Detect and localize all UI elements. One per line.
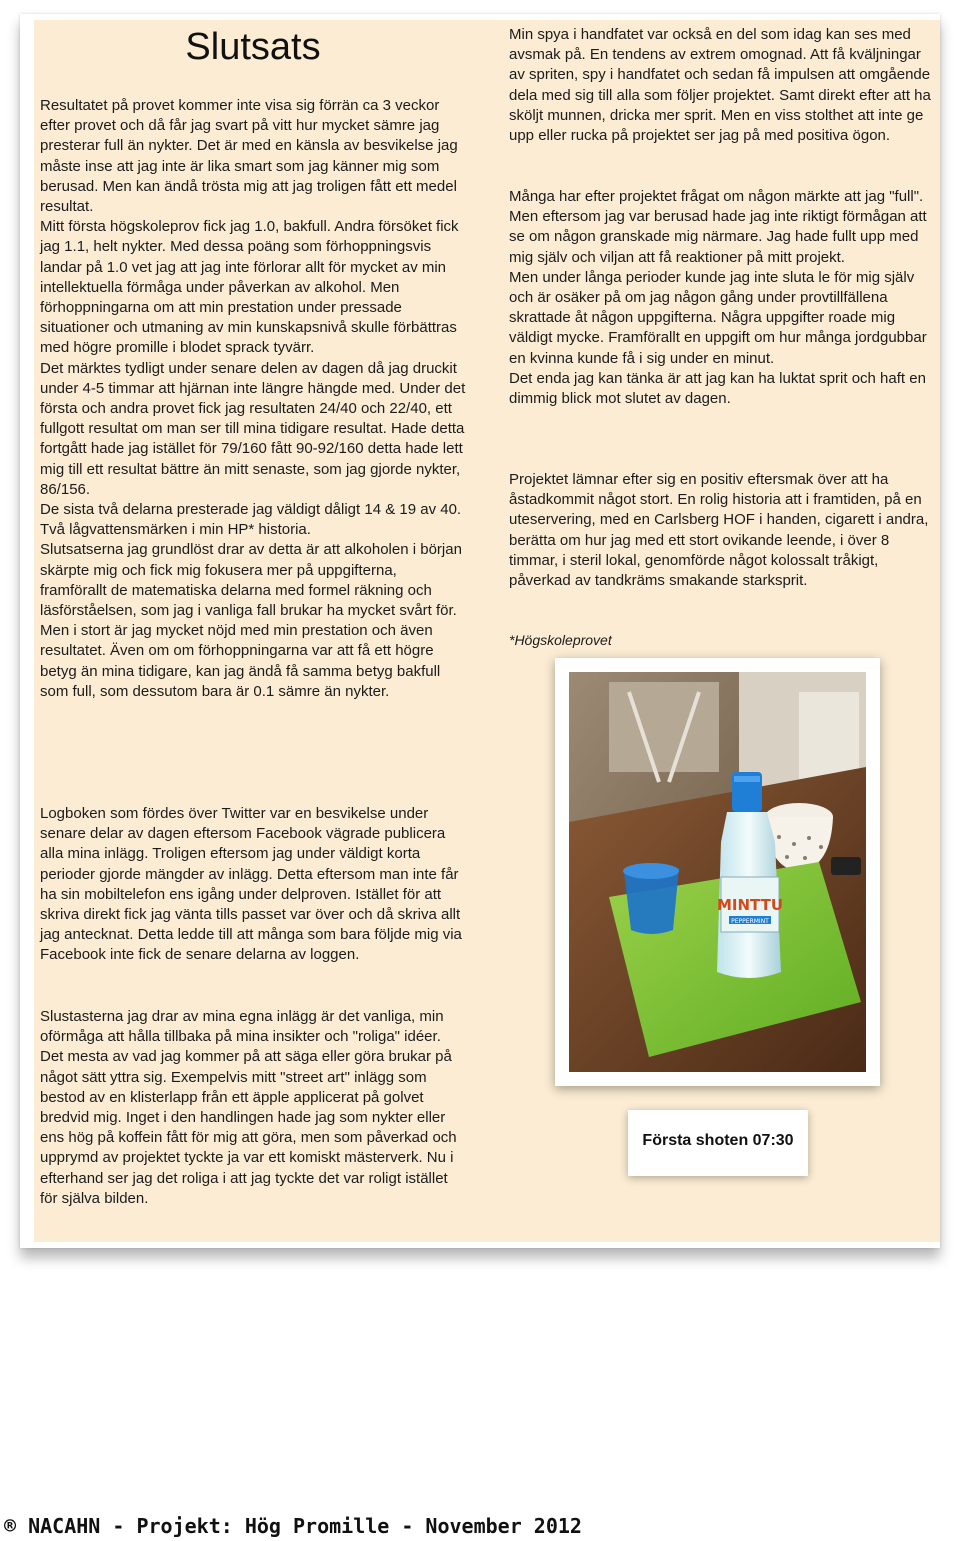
- paragraph: Projektet lämnar efter sig en positiv eftersmak över att ha åstadkommit något stort. En rolig historia att i framtiden, på en uteservering, med en Carlsberg HOF i handen, cigarett i andra, berätta om hur jag med ett stort ovikande leende, i över 8 timmar, i steril lokal, genomförde något kolossalt tråkigt, påverkad av tandkräms smakande starksprit.: [509, 471, 929, 590]
- photo-vodka-bottle-on-tray: [569, 672, 866, 1072]
- caption-card: [628, 1110, 808, 1176]
- page-title: Slutsats: [185, 26, 321, 68]
- left-text-block-1: [40, 96, 466, 702]
- right-text-block-3: [509, 470, 937, 591]
- page-footer: ® NACAHN - Projekt: Hög Promille - November 2012: [4, 1514, 582, 1538]
- photo-caption: Första shoten 07:30: [642, 1132, 794, 1149]
- right-text-block-1: [509, 25, 937, 146]
- paragraph: Resultatet på provet kommer inte visa sig förrän ca 3 veckor efter provet och då får jag svart på vitt hur mycket sämre jag presterar full än nykter. Det är med en känsla av besvikelse jag måste inse att jag inte är lika smart som jag känner mig som berusad. Men kan ändå trösta mig att jag troligen fått ett medel resultat.: [40, 97, 458, 216]
- bottle-sublabel: PEPPERMINT: [731, 918, 769, 925]
- paragraph: Men i stort är jag mycket nöjd med min prestation och även resultatet. Även om om förhoppningarna var att få ett högre betyg än mina tidigare, kan jag ändå få samma betyg bakfull som full, som dessutom bara är 0.1 sämre än nykter.: [40, 622, 441, 700]
- left-text-block-3: [40, 1007, 466, 1209]
- paragraph: Många har efter projektet frågat om någon märkte att jag "full". Men eftersom jag var berusad hade jag inte riktigt förmågan att se om någon granskade mig närmare. Jag hade fullt upp med mig själv och viljan att få reaktioner på mitt projekt.: [509, 188, 927, 266]
- left-text-block-2: [40, 804, 466, 966]
- paragraph: Men under långa perioder kunde jag inte sluta le för mig själv och är osäker på om jag någon gång under provtillfällena skrattade åt någon uppgifterna. Några uppgifter roade mig väldigt mycke. Framförallt en uppgift om hur många jordgubbar en kvinna kunde få i sig under en minut.: [509, 268, 927, 367]
- bottle-label: MINTTU: [716, 896, 784, 914]
- paragraph: De sista två delarna presterade jag väldigt dåligt 14 & 19 av 40. Två lågvattensmärken i min HP* historia.: [40, 501, 462, 539]
- paragraph: Min spya i handfatet var också en del som idag kan ses med avsmak på. En tendens av extrem omognad. Att få kväljningar av spriten, spy i handfatet och sedan få impulsen att omgående dela med sig till alla som följer projektet. Samt direkt efter att ha sköljt munnen, dricka mer sprit. Men en viss stolthet att inte ge upp eller rucka på projektet ser jag på med positiva ögon.: [509, 26, 931, 145]
- paragraph: Mitt första högskoleprov fick jag 1.0, bakfull. Andra försöket fick jag 1.1, helt nykter. Med dessa poäng som förhoppningsvis landar på 1.0 vet jag att jag inte förlorar allt för mycket av min intellektuella förmåga under påverkan av alkohol. Men förhoppningarna om att min prestation under pressade situationer och utmaning av min kunskapsnivå skulle förbättras med högre promille i blodet sprack tyvärr.: [40, 218, 459, 357]
- paragraph: Det enda jag kan tänka är att jag kan ha luktat sprit och haft en dimmig blick mot slutet av dagen.: [509, 369, 926, 408]
- photo-frame: [555, 658, 880, 1086]
- right-text-block-2: [509, 187, 937, 409]
- paragraph: Det märktes tydligt under senare delen av dagen då jag druckit under 4-5 timmar att hjärnan inte längre hängde med. Under det första och andra provet fick jag resultaten 24/40 och 22/40, ett fullgott resultat om man ser till mina tidigare resultat. Hade detta fortgått hade jag istället för 79/160 fått 90-92/160 detta hade lett mig till ett resultat bättre än mitt senaste, som jag gjorde nykter, 86/156.: [40, 359, 466, 498]
- footnote: *Högskoleprovet: [509, 632, 612, 648]
- paragraph: Slutsatserna jag grundlöst drar av detta är att alkoholen i början skärpte mig och fick mig fokusera mer på uppgifterna, framförallt de matematiska delarna med formel räkning och läsförståelsen, som jag i vanliga fall brukar ha mycket svårt för.: [40, 541, 462, 620]
- paragraph: Slustasterna jag drar av mina egna inlägg är det vanliga, min oförmåga att hålla tillbaka på mina insikter och "roliga" idéer. Det mesta av vad jag kommer på att säga eller göra brukar på något sätt yttra sig. Exempelvis mitt "street art" inlägg som bestod av en klisterlapp från ett äpple applicerat på golvet bredvid mig. Inget i den handlingen hade jag som nykter eller ens hög på koffein fått för mig att göra, men som påverkad och upprymd av projektet tyckte ja var ett komiskt mästerverk. Nu i efterhand ser jag det roliga i att jag tyckte det var roligt istället för själva bilden.: [40, 1008, 457, 1207]
- paragraph: Logboken som fördes över Twitter var en besvikelse under senare delar av dagen eftersom Facebook vägrade publicera alla mina inlägg. Troligen eftersom jag under väldigt korta perioder gjorde mängder av inlägg. Detta eftersom man inte får ha sin mobiltelefon ens igång under delproven. Istället för att skriva direkt fick jag vänta tills passet var över och då skriva allt jag antecknat. Detta ledde till att många som bara följde mig via Facebook inte fick de senare delarna av loggen.: [40, 805, 462, 964]
